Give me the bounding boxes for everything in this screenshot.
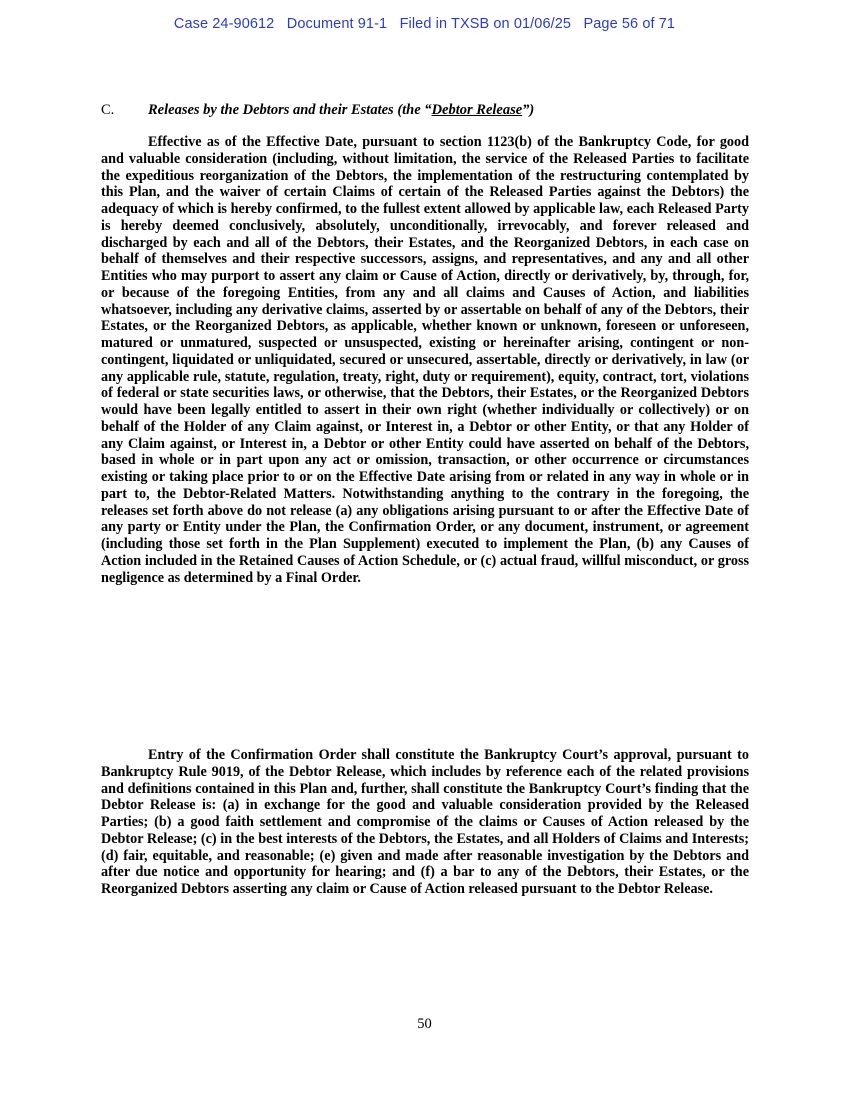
section-title — [148, 102, 534, 118]
section-title-prefix: Releases by the Debtors and their Estates (the “ — [148, 102, 432, 118]
court-filing-header — [0, 16, 849, 32]
filed-info: Filed in TXSB on 01/06/25 — [399, 16, 572, 32]
page-number: 50 — [417, 1016, 432, 1032]
court-approval-paragraph: Entry of the Confirmation Order shall constitute the Bankruptcy Court’s approval, pursuant to Bankruptcy Rule 9019, of the Debtor Release, which includes by reference each of the related provisions and definitions contained in this Plan and, further, shall constitute the Bankruptcy Court’s finding that the Debtor Release is: (a) in exchange for the good and valuable consideration provided by the Released Parties; (b) a good faith settlement and compromise of the claims or Causes of Action released by the Debtor Release; (c) in the best interests of the Debtors, the Estates, and all Holders of Claims and Interests; (d) fair, equitable, and reasonable; (e) given and made after reasonable investigation by the Debtors and after due notice and opportunity for hearing; and (f) a bar to any of the Debtors, their Estates, or the Reorganized Debtors asserting any claim or Cause of Action released pursuant to the Debtor Release. — [101, 747, 749, 897]
page-of-total: Page 56 of 71 — [583, 16, 676, 32]
defined-term: Debtor Release — [431, 102, 523, 118]
document-number: Document 91-1 — [286, 16, 388, 32]
section-title-suffix: ”) — [522, 102, 535, 118]
release-paragraph: Effective as of the Effective Date, pursuant to section 1123(b) of the Bankruptcy Code, for good and valuable consideration (including, without limitation, the service of the Released Parties to facilitate the expeditious reorganization of the Debtors, the implementation of the restructuring contemplated by this Plan, and the waiver of certain Claims of certain of the Released Parties against the Debtors) the adequacy of which is hereby confirmed, to the fullest extent allowed by applicable law, each Released Party is hereby deemed conclusively, absolutely, unconditionally, irrevocably, and forever released and discharged by each and all of the Debtors, their Estates, and the Reorganized Debtors, in each case on behalf of themselves and their respective successors, assigns, and representatives, and any and all other Entities who may purport to assert any claim or Cause of Action, directly or derivatively, by, through, for, or because of the foregoing Entities, from any and all claims and Causes of Action, and liabilities whatsoever, including any derivative claims, asserted by or assertable on behalf of any of the Debtors, their Estates, or the Reorganized Debtors, as applicable, whether known or unknown, foreseen or unforeseen, matured or unmatured, suspected or unsuspected, existing or hereinafter arising, contingent or non-contingent, liquidated or unliquidated, secured or unsecured, assertable, directly or derivatively, in law (or any applicable rule, statute, regulation, treaty, right, duty or requirement), equity, contract, tort, violations of federal or state securities laws, or otherwise, that the Debtors, their Estates, or the Reorganized Debtors would have been legally entitled to assert in their own right (whether individually or collectively) or on behalf of the Holder of any Claim against, or Interest in, a Debtor or other Entity, or that any Holder of any Claim against, or Interest in, a Debtor or other Entity could have asserted on behalf of the Debtors, based in whole or in part upon any act or omission, transaction, or other occurrence or circumstances existing or taking place prior to or on the Effective Date arising from or related in any way in whole or in part to, the Debtor-Related Matters. Notwithstanding anything to the contrary in the foregoing, the releases set forth above do not release (a) any obligations arising pursuant to or after the Effective Date of any party or Entity under the Plan, the Confirmation Order, or any document, instrument, or agreement (including those set forth in the Plan Supplement) executed to implement the Plan, (b) any Causes of Action included in the Retained Causes of Action Schedule, or (c) actual fraud, willful misconduct, or gross negligence as determined by a Final Order. — [101, 134, 749, 586]
case-number: Case 24-90612 — [173, 16, 275, 32]
section-heading — [101, 101, 761, 119]
section-letter: C. — [101, 102, 115, 118]
